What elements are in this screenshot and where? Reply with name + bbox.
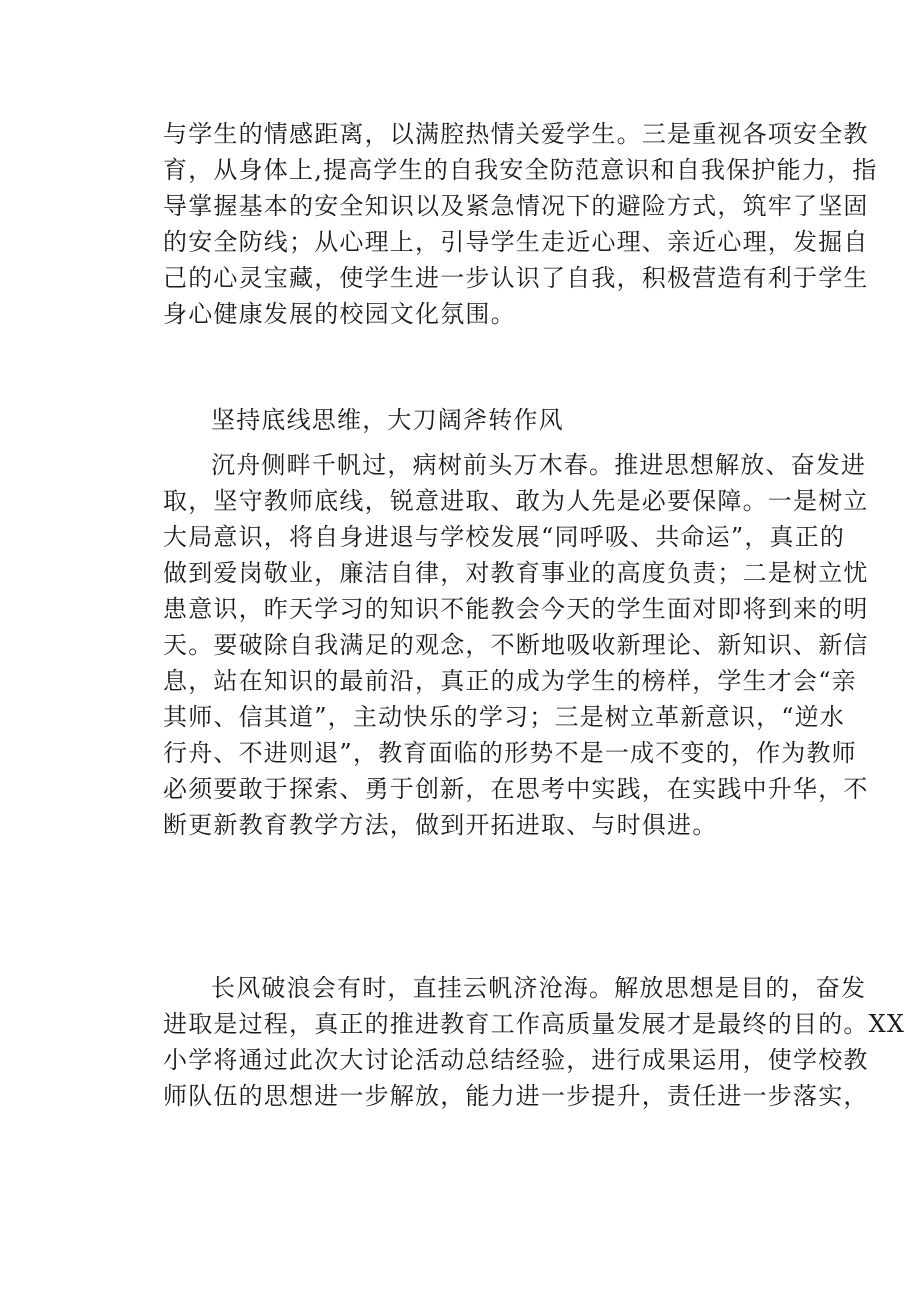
paragraph-line: 的安全防线；从心理上，引导学生走近心理、亲近心理，发掘自 (163, 228, 869, 256)
paragraph-line: 患意识，昨天学习的知识不能教会今天的学生面对即将到来的明 (163, 595, 869, 623)
paragraph-line: 取，坚守教师底线，锐意进取、敢为人先是必要保障。一是树立 (163, 487, 869, 515)
paragraph-safety-education (163, 116, 878, 332)
paragraph-line: 天。要破除自我满足的观念，不断地吸收新理论、新知识、新信 (163, 631, 869, 659)
paragraph-line: 其师、信其道”，主动快乐的学习；三是树立革新意识，“逆水 (163, 703, 846, 731)
paragraph-line: 做到爱岗敬业，廉洁自律，对教育事业的高度负责；二是树立忧 (163, 559, 869, 587)
paragraph-line: 必须要敢于探索、勇于创新，在思考中实践，在实践中升华，不 (163, 775, 869, 803)
paragraph-line: 育，从身体上,提高学生的自我安全防范意识和自我保护能力，指 (163, 156, 878, 184)
paragraph-bottom-line-thinking (163, 447, 869, 843)
paragraph-line: 断更新教育教学方法，做到开拓进取、与时俱进。 (163, 811, 718, 839)
paragraph-line: 师队伍的思想进一步解放，能力进一步提升，责任进一步落实， (163, 1082, 869, 1110)
paragraph-line: 长风破浪会有时，直挂云帆济沧海。解放思想是目的，奋发 (211, 974, 867, 1002)
paragraph-line: 行舟、不进则退”，教育面临的形势不是一成不变的，作为教师 (163, 739, 857, 767)
paragraph-line: 息，站在知识的最前沿，真正的成为学生的榜样，学生才会“亲 (163, 667, 857, 695)
paragraph-line: 身心健康发展的校园文化氛围。 (163, 300, 516, 328)
paragraph-line: 大局意识，将自身进退与学校发展“同呼吸、共命运”，真正的 (163, 523, 846, 551)
paragraph-line: 与学生的情感距离，以满腔热情关爱学生。三是重视各项安全教 (163, 120, 869, 148)
paragraph-line: 己的心灵宝藏，使学生进一步认识了自我，积极营造有利于学生 (163, 264, 869, 292)
section-heading (163, 402, 803, 438)
paragraph-line: 沉舟侧畔千帆过，病树前头万木春。推进思想解放、奋发进 (211, 451, 867, 479)
paragraph-conclusion (163, 970, 906, 1114)
paragraph-line: 导掌握基本的安全知识以及紧急情况下的避险方式，筑牢了坚固 (163, 192, 869, 220)
section-heading-text: 坚持底线思维，大刀阔斧转作风 (211, 406, 564, 434)
paragraph-line: 进取是过程，真正的推进教育工作高质量发展才是最终的目的。XX (163, 1010, 906, 1038)
paragraph-line: 小学将通过此次大讨论活动总结经验，进行成果运用，使学校教 (163, 1046, 869, 1074)
